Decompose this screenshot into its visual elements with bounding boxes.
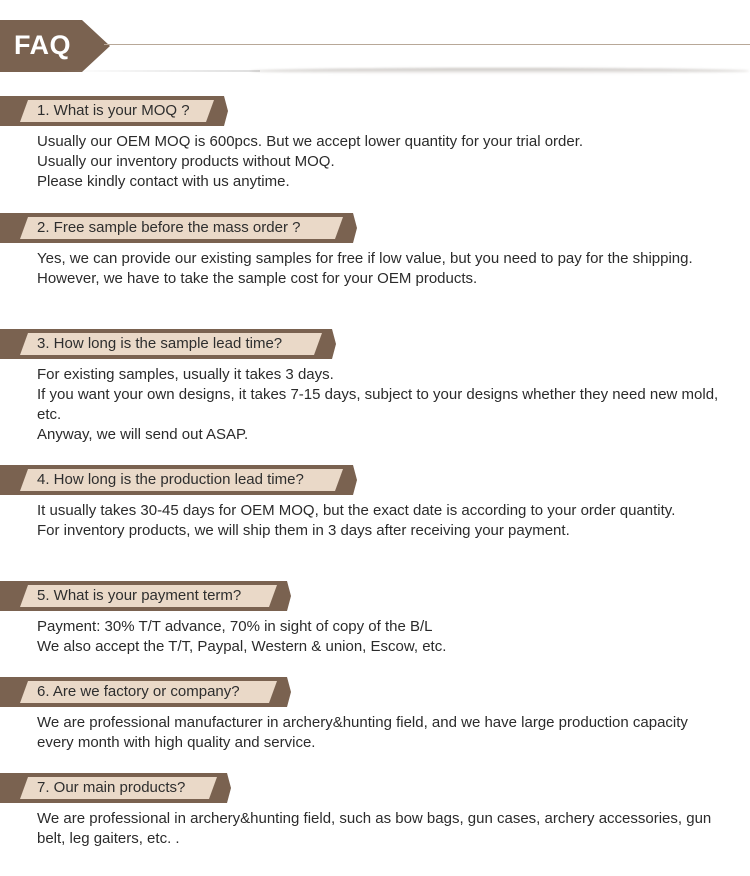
answer bbox=[37, 713, 727, 753]
answer-line: Payment: 30% T/T advance, 70% in sight of copy of the B/L bbox=[37, 618, 433, 635]
question-band bbox=[0, 581, 750, 611]
answer-line: Yes, we can provide our existing samples for free if low value, but you need to pay for the shipping. bbox=[37, 250, 693, 267]
page-title: FAQ bbox=[14, 30, 72, 60]
answer-line: Usually our OEM MOQ is 600pcs. But we accept lower quantity for your trial order. bbox=[37, 133, 584, 150]
question-text: 5. What is your payment term? bbox=[37, 587, 242, 604]
answer-line: Please kindly contact with us anytime. bbox=[37, 173, 290, 190]
answer bbox=[37, 809, 727, 849]
question-band bbox=[0, 213, 750, 243]
faq-item bbox=[0, 465, 750, 541]
answer-line: We also accept the T/T, Paypal, Western & union, Escow, etc. bbox=[37, 638, 447, 655]
faq-header bbox=[0, 20, 750, 76]
faq-item bbox=[0, 329, 750, 445]
question-band bbox=[0, 677, 750, 707]
faq-item bbox=[0, 773, 750, 849]
answer-line: We are professional in archery&hunting field, such as bow bags, gun cases, archery accessories, gun belt, leg gaiters, etc. . bbox=[37, 810, 712, 847]
question-band bbox=[0, 773, 750, 803]
question-band bbox=[0, 96, 750, 126]
answer-line: Anyway, we will send out ASAP. bbox=[37, 426, 249, 443]
question-text: 3. How long is the sample lead time? bbox=[37, 335, 283, 352]
answer bbox=[37, 249, 727, 289]
faq-item bbox=[0, 677, 750, 753]
answer-line: For inventory products, we will ship them in 3 days after receiving your payment. bbox=[37, 522, 570, 539]
header-divider bbox=[104, 44, 750, 45]
header-shadow-left bbox=[60, 70, 260, 72]
answer bbox=[37, 501, 727, 541]
question-band bbox=[0, 329, 750, 359]
faq-item bbox=[0, 96, 750, 192]
faq-item bbox=[0, 581, 750, 657]
question-text: 1. What is your MOQ ? bbox=[37, 102, 190, 119]
answer-line: However, we have to take the sample cost for your OEM products. bbox=[37, 270, 478, 287]
answer-line: If you want your own designs, it takes 7-15 days, subject to your designs whether they need new mold, etc. bbox=[37, 386, 719, 423]
answer-line: We are professional manufacturer in archery&hunting field, and we have large production capacity every month with high quality and service. bbox=[37, 714, 688, 751]
question-text: 6. Are we factory or company? bbox=[37, 683, 240, 700]
answer bbox=[37, 617, 727, 657]
header-shadow bbox=[250, 68, 750, 74]
question-band bbox=[0, 465, 750, 495]
question-text: 7. Our main products? bbox=[37, 779, 186, 796]
answer-line: For existing samples, usually it takes 3 days. bbox=[37, 366, 334, 383]
answer bbox=[37, 132, 727, 192]
question-text: 2. Free sample before the mass order ? bbox=[37, 219, 301, 236]
faq-item bbox=[0, 213, 750, 289]
answer bbox=[37, 365, 727, 445]
answer-line: Usually our inventory products without MOQ. bbox=[37, 153, 335, 170]
answer-line: It usually takes 30-45 days for OEM MOQ, but the exact date is according to your order quantity. bbox=[37, 502, 676, 519]
question-text: 4. How long is the production lead time? bbox=[37, 471, 304, 488]
